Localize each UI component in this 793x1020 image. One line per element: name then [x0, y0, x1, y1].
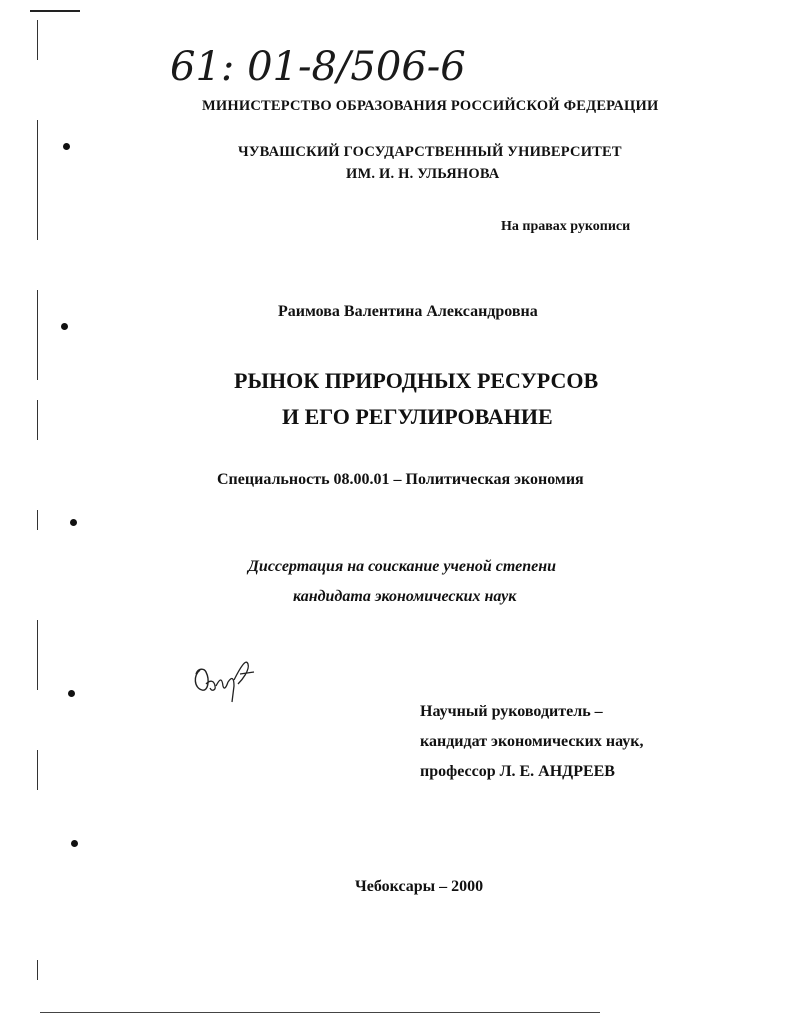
scan-margin-line	[37, 20, 38, 60]
punch-hole	[68, 690, 75, 697]
adviser-label: Научный руководитель –	[420, 703, 603, 720]
scan-edge-line-top	[30, 10, 80, 12]
adviser-degree: кандидат экономических наук,	[420, 733, 644, 750]
scan-margin-line	[37, 400, 38, 440]
adviser-name: профессор Л. Е. АНДРЕЕВ	[420, 763, 615, 780]
punch-hole	[71, 840, 78, 847]
punch-hole	[63, 143, 70, 150]
scan-margin-line	[37, 960, 38, 980]
author-name: Раимова Валентина Александровна	[278, 303, 538, 320]
degree-line-1: Диссертация на соискание ученой степени	[248, 558, 556, 575]
scan-margin-line	[37, 620, 38, 690]
rights-notice: На правах рукописи	[501, 219, 631, 234]
punch-hole	[61, 323, 68, 330]
scan-margin-line	[37, 510, 38, 530]
scan-edge-line-bottom	[40, 1012, 600, 1013]
punch-hole	[70, 519, 77, 526]
scan-margin-line	[37, 750, 38, 790]
city-and-year: Чебоксары – 2000	[355, 878, 484, 895]
university-heading: ЧУВАШСКИЙ ГОСУДАРСТВЕННЫЙ УНИВЕРСИТЕТ	[238, 144, 622, 160]
scan-margin-line	[37, 120, 38, 240]
specialty-line: Специальность 08.00.01 – Политическая экономия	[217, 471, 584, 488]
thesis-title-line-2: И ЕГО РЕГУЛИРОВАНИЕ	[282, 404, 553, 429]
handwritten-archive-code	[170, 40, 500, 90]
ministry-heading: МИНИСТЕРСТВО ОБРАЗОВАНИЯ РОССИЙСКОЙ ФЕДЕРАЦИИ	[202, 98, 659, 114]
handwritten-signature	[188, 650, 268, 710]
degree-line-2: кандидата экономических наук	[293, 588, 517, 605]
thesis-title-line-1: РЫНОК ПРИРОДНЫХ РЕСУРСОВ	[234, 368, 599, 393]
university-namesake: ИМ. И. Н. УЛЬЯНОВА	[346, 166, 500, 182]
scan-margin-line	[37, 290, 38, 380]
handwritten-code-text: 61: 01-8/506-6	[170, 44, 466, 90]
